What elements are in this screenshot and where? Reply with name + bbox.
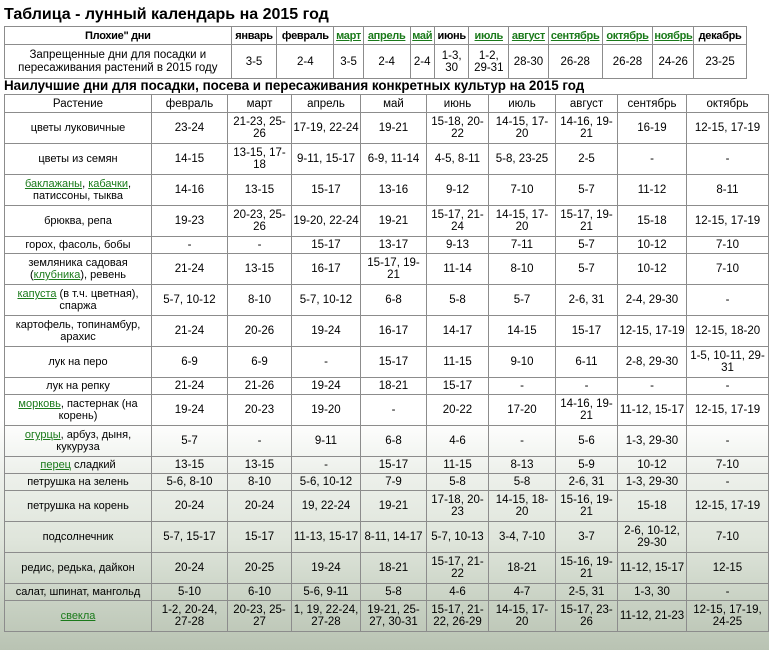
table-cell: - — [618, 144, 687, 175]
table-cell: 13-15 — [152, 457, 228, 474]
table-cell: 14-15 — [152, 144, 228, 175]
crop-name — [5, 395, 152, 426]
table-cell: 15-17 — [228, 522, 292, 553]
table-cell: 19-24 — [152, 395, 228, 426]
table-cell: 5-6, 10-12 — [292, 474, 361, 491]
table-cell: - — [489, 426, 556, 457]
table-cell: - — [687, 144, 769, 175]
table-cell: 12-15, 17-19 — [687, 206, 769, 237]
table-cell: 12-15, 17-19 — [687, 113, 769, 144]
column-header: Растение — [5, 95, 152, 113]
table-cell: - — [152, 237, 228, 254]
table-cell: 2-4, 29-30 — [618, 285, 687, 316]
table-cell: 14-15, 17-20 — [489, 113, 556, 144]
table-row — [5, 206, 769, 237]
table-cell: 7-10 — [687, 522, 769, 553]
crop-name — [5, 601, 152, 632]
table-cell: 5-7 — [556, 237, 618, 254]
table-cell: 5-7, 10-12 — [292, 285, 361, 316]
table-cell: - — [292, 347, 361, 378]
table-cell: 20-26 — [228, 316, 292, 347]
table-cell: - — [687, 584, 769, 601]
column-header: февраль — [152, 95, 228, 113]
month-label: февраль — [281, 29, 329, 42]
table-cell: 1, 19, 22-24, 27-28 — [292, 601, 361, 632]
table-cell: 20-23 — [228, 395, 292, 426]
table-cell: 12-15 — [687, 553, 769, 584]
table-cell: - — [228, 237, 292, 254]
table-cell: 12-15, 17-19, 24-25 — [687, 601, 769, 632]
table-cell: 1-3, 29-30 — [618, 474, 687, 491]
table-cell: 13-15, 17-18 — [228, 144, 292, 175]
table-cell: 6-8 — [361, 285, 427, 316]
month-link[interactable]: август — [511, 29, 545, 42]
table-cell: 19-21 — [361, 206, 427, 237]
table-cell: 10-12 — [618, 457, 687, 474]
crop-text: подсолнечник — [42, 531, 114, 543]
bad-days-month-header — [434, 27, 469, 45]
crop-text: ), ревень — [80, 269, 126, 281]
crop-text: лук на репку — [46, 380, 110, 392]
table-cell: 16-17 — [292, 254, 361, 285]
bad-days-value: 1-2, 29-31 — [469, 45, 509, 79]
bad-days-month-header[interactable] — [509, 27, 549, 45]
table-cell: - — [687, 474, 769, 491]
bad-days-value: 24-26 — [653, 45, 694, 79]
crop-name — [5, 426, 152, 457]
table-row — [5, 144, 769, 175]
table-cell: 15-16, 19-21 — [556, 553, 618, 584]
table-row — [5, 285, 769, 316]
table-cell: 15-17 — [556, 316, 618, 347]
table-cell: - — [489, 378, 556, 395]
table-row — [5, 113, 769, 144]
table-row — [5, 378, 769, 395]
month-label: июнь — [437, 29, 466, 42]
table-cell: 13-16 — [361, 175, 427, 206]
table-cell: 15-18 — [618, 206, 687, 237]
table-cell: 15-16, 19-21 — [556, 491, 618, 522]
table-cell: 21-26 — [228, 378, 292, 395]
table-cell: 5-8, 23-25 — [489, 144, 556, 175]
table-cell: 3-4, 7-10 — [489, 522, 556, 553]
table-cell: 1-3, 29-30 — [618, 426, 687, 457]
table-cell: 5-6, 9-11 — [292, 584, 361, 601]
table-cell: 12-15, 18-20 — [687, 316, 769, 347]
table-cell: 11-15 — [427, 347, 489, 378]
best-days-heading: Наилучшие дни для посадки, посева и пересаживания конкретных культур на 2015 год — [4, 78, 585, 93]
table-cell: 2-6, 31 — [556, 474, 618, 491]
bad-days-month-header — [694, 27, 747, 45]
crop-name — [5, 584, 152, 601]
crop-text: картофель, топинамбур, арахис — [15, 319, 141, 343]
table-cell: 7-9 — [361, 474, 427, 491]
crop-name — [5, 491, 152, 522]
table-cell: 5-6 — [556, 426, 618, 457]
table-cell: 14-17 — [427, 316, 489, 347]
crop-link[interactable]: баклажаны — [24, 178, 83, 190]
bad-days-month-header[interactable] — [602, 27, 653, 45]
table-cell: 13-15 — [228, 457, 292, 474]
bad-days-value: 2-4 — [363, 45, 410, 79]
table-cell: 8-13 — [489, 457, 556, 474]
table-cell: 14-15 — [489, 316, 556, 347]
table-cell: 12-15, 17-19 — [687, 491, 769, 522]
table-cell: 14-15, 17-20 — [489, 206, 556, 237]
table-cell: 8-10 — [489, 254, 556, 285]
table-cell: 10-12 — [618, 254, 687, 285]
column-header: сентябрь — [618, 95, 687, 113]
table-cell: 15-17, 19-21 — [361, 254, 427, 285]
table-cell: 19-24 — [292, 378, 361, 395]
bad-days-month-header — [231, 27, 277, 45]
month-link[interactable]: сентябрь — [550, 29, 600, 42]
table-cell: 5-8 — [427, 474, 489, 491]
table-cell: 8-11 — [687, 175, 769, 206]
table-cell: 4-6 — [427, 584, 489, 601]
month-link[interactable]: март — [336, 29, 361, 42]
table-cell: 2-6, 31 — [556, 285, 618, 316]
crop-name — [5, 175, 152, 206]
table-cell: 5-9 — [556, 457, 618, 474]
table-cell: 14-15, 17-20 — [489, 601, 556, 632]
table-cell: 12-15, 17-19 — [618, 316, 687, 347]
table-row — [5, 347, 769, 378]
crop-name — [5, 206, 152, 237]
bad-days-row-label: Запрещенные дни для посадки и пересаживания растений в 2015 году — [5, 45, 232, 79]
table-cell: 15-17 — [361, 347, 427, 378]
bad-days-month-header — [277, 27, 334, 45]
table-cell: 5-7 — [556, 254, 618, 285]
table-cell: 9-11 — [292, 426, 361, 457]
table-cell: 21-24 — [152, 316, 228, 347]
table-cell: 9-10 — [489, 347, 556, 378]
month-link[interactable]: апрель — [367, 29, 406, 42]
table-cell: - — [687, 426, 769, 457]
month-link[interactable]: май — [412, 29, 433, 42]
crop-text: петрушка на зелень — [27, 476, 129, 488]
table-row — [5, 426, 769, 457]
table-cell: 15-17, 23-26 — [556, 601, 618, 632]
table-row — [5, 474, 769, 491]
table-cell: 5-7 — [556, 175, 618, 206]
table-cell: 18-21 — [489, 553, 556, 584]
bad-days-month-header[interactable] — [363, 27, 410, 45]
table-cell: - — [618, 378, 687, 395]
table-cell: 10-12 — [618, 237, 687, 254]
table-cell: 5-10 — [152, 584, 228, 601]
table-cell: - — [361, 395, 427, 426]
table-cell: 11-12 — [618, 175, 687, 206]
table-cell: 4-5, 8-11 — [427, 144, 489, 175]
table-cell: 21-23, 25-26 — [228, 113, 292, 144]
table-cell: 20-22 — [427, 395, 489, 426]
table-cell: - — [687, 285, 769, 316]
bad-days-value: 2-4 — [277, 45, 334, 79]
table-cell: 2-6, 10-12, 29-30 — [618, 522, 687, 553]
crop-text: лук на перо — [48, 356, 108, 368]
table-cell: 14-16, 19-21 — [556, 113, 618, 144]
crop-text: цветы луковичные — [30, 122, 126, 134]
table-cell: 7-10 — [687, 457, 769, 474]
table-cell: 16-17 — [361, 316, 427, 347]
crop-link[interactable]: огурцы — [24, 429, 61, 441]
crop-link[interactable]: свекла — [60, 610, 96, 622]
table-cell: 20-23, 25-26 — [228, 206, 292, 237]
crop-text: (в т.ч. цветная), спаржа — [56, 288, 139, 312]
table-cell: 15-18, 20-22 — [427, 113, 489, 144]
crop-text: , — [82, 178, 89, 190]
crop-name — [5, 144, 152, 175]
crop-name — [5, 553, 152, 584]
table-cell: 20-24 — [152, 491, 228, 522]
table-cell: 17-20 — [489, 395, 556, 426]
crop-text: горох, фасоль, бобы — [25, 239, 131, 251]
table-cell: 13-15 — [228, 175, 292, 206]
table-row — [5, 457, 769, 474]
table-cell: 19-20, 22-24 — [292, 206, 361, 237]
table-cell: 7-10 — [489, 175, 556, 206]
table-cell: 19-21 — [361, 113, 427, 144]
table-cell: 14-15, 18-20 — [489, 491, 556, 522]
column-header: август — [556, 95, 618, 113]
table-cell: 15-17, 21-22 — [427, 553, 489, 584]
table-cell: 6-11 — [556, 347, 618, 378]
table-cell: 13-17 — [361, 237, 427, 254]
table-cell: 8-11, 14-17 — [361, 522, 427, 553]
table-cell: 6-10 — [228, 584, 292, 601]
table-cell: 5-8 — [427, 285, 489, 316]
table-cell: 8-10 — [228, 474, 292, 491]
table-cell: 15-17, 19-21 — [556, 206, 618, 237]
table-cell: 2-5 — [556, 144, 618, 175]
page-title: Таблица - лунный календарь на 2015 год — [4, 6, 329, 23]
table-cell: 6-9, 11-14 — [361, 144, 427, 175]
table-cell: 9-13 — [427, 237, 489, 254]
table-cell: 3-7 — [556, 522, 618, 553]
table-cell: 19-24 — [292, 553, 361, 584]
table-cell: 11-12, 15-17 — [618, 395, 687, 426]
table-cell: 14-16, 19-21 — [556, 395, 618, 426]
crop-name — [5, 347, 152, 378]
table-cell: 23-24 — [152, 113, 228, 144]
table-cell: 19, 22-24 — [292, 491, 361, 522]
crop-name — [5, 522, 152, 553]
table-cell: 20-24 — [152, 553, 228, 584]
table-cell: 19-20 — [292, 395, 361, 426]
table-cell: 11-14 — [427, 254, 489, 285]
table-cell: - — [228, 426, 292, 457]
table-cell: 4-6 — [427, 426, 489, 457]
crop-text: цветы из семян — [38, 153, 118, 165]
bad-days-value: 26-28 — [548, 45, 602, 79]
crop-link[interactable]: перец — [40, 459, 71, 471]
table-cell: 15-17 — [361, 457, 427, 474]
table-cell: 6-8 — [361, 426, 427, 457]
crop-text: , патиссоны, тыква — [33, 178, 132, 202]
best-days-table — [4, 94, 769, 632]
month-link[interactable]: октябрь — [606, 29, 649, 42]
table-cell: 5-8 — [361, 584, 427, 601]
bad-days-value: 3-5 — [334, 45, 363, 79]
table-cell: 9-11, 15-17 — [292, 144, 361, 175]
table-cell: - — [556, 378, 618, 395]
table-cell: 5-8 — [489, 474, 556, 491]
bad-days-value: 28-30 — [509, 45, 549, 79]
table-cell: 7-10 — [687, 237, 769, 254]
table-cell: 15-18 — [618, 491, 687, 522]
table-cell: 17-19, 22-24 — [292, 113, 361, 144]
table-cell: 12-15, 17-19 — [687, 395, 769, 426]
bad-days-value: 3-5 — [231, 45, 277, 79]
table-row — [5, 175, 769, 206]
table-cell: 19-24 — [292, 316, 361, 347]
crop-name — [5, 237, 152, 254]
table-cell: 21-24 — [152, 378, 228, 395]
month-link[interactable]: ноябрь — [654, 29, 693, 42]
crop-text: брюква, репа — [44, 215, 112, 227]
crop-link[interactable]: кабачки — [88, 178, 128, 190]
bad-days-value: 1-3, 30 — [434, 45, 469, 79]
crop-name — [5, 285, 152, 316]
column-header: апрель — [292, 95, 361, 113]
table-cell: 5-6, 8-10 — [152, 474, 228, 491]
table-row — [5, 601, 769, 632]
table-cell: 6-9 — [152, 347, 228, 378]
table-cell: 16-19 — [618, 113, 687, 144]
crop-text: редис, редька, дайкон — [21, 562, 135, 574]
table-cell: 5-7, 15-17 — [152, 522, 228, 553]
table-cell: 5-7 — [489, 285, 556, 316]
table-cell: 9-12 — [427, 175, 489, 206]
table-row — [5, 316, 769, 347]
table-cell: 20-25 — [228, 553, 292, 584]
crop-text: земляника садовая ( — [28, 257, 128, 281]
bad-days-month-header[interactable] — [548, 27, 602, 45]
bad-days-month-header[interactable] — [334, 27, 363, 45]
table-cell: 20-23, 25-27 — [228, 601, 292, 632]
crop-name — [5, 254, 152, 285]
table-row — [5, 553, 769, 584]
bad-days-value: 2-4 — [410, 45, 434, 79]
table-cell: 19-21 — [361, 491, 427, 522]
crop-name — [5, 474, 152, 491]
table-cell: 15-17, 21-22, 26-29 — [427, 601, 489, 632]
column-header: октябрь — [687, 95, 769, 113]
table-cell: 1-5, 10-11, 29-31 — [687, 347, 769, 378]
crop-name — [5, 378, 152, 395]
table-cell: 1-2, 20-24, 27-28 — [152, 601, 228, 632]
table-cell: 19-23 — [152, 206, 228, 237]
table-cell: 19-21, 25-27, 30-31 — [361, 601, 427, 632]
table-cell: 13-15 — [228, 254, 292, 285]
table-row — [5, 395, 769, 426]
table-cell: 5-7 — [152, 426, 228, 457]
table-cell: 5-7, 10-12 — [152, 285, 228, 316]
column-header: июль — [489, 95, 556, 113]
crop-text: , пастернак (на корень) — [58, 398, 138, 422]
crop-text: салат, шпинат, мангольд — [15, 586, 141, 598]
table-cell: - — [687, 378, 769, 395]
crop-name — [5, 316, 152, 347]
column-header: март — [228, 95, 292, 113]
bad-days-header-label: Плохие" дни — [5, 27, 232, 45]
table-cell: 4-7 — [489, 584, 556, 601]
crop-link[interactable]: капуста — [17, 288, 57, 300]
crop-link[interactable]: клубника — [33, 269, 81, 281]
crop-text: , арбуз, дыня, кукуруза — [56, 429, 132, 453]
table-cell: 20-24 — [228, 491, 292, 522]
table-cell: 21-24 — [152, 254, 228, 285]
table-cell: 18-21 — [361, 378, 427, 395]
crop-link[interactable]: морковь — [18, 398, 61, 410]
table-cell: 15-17 — [292, 175, 361, 206]
table-cell: 15-17 — [292, 237, 361, 254]
month-link[interactable]: июль — [474, 29, 503, 42]
table-cell: 7-11 — [489, 237, 556, 254]
table-cell: 18-21 — [361, 553, 427, 584]
table-cell: 11-15 — [427, 457, 489, 474]
table-row — [5, 491, 769, 522]
crop-name — [5, 457, 152, 474]
table-cell: 5-7, 10-13 — [427, 522, 489, 553]
column-header: май — [361, 95, 427, 113]
bad-days-month-header[interactable] — [410, 27, 434, 45]
table-row — [5, 522, 769, 553]
table-cell: 8-10 — [228, 285, 292, 316]
table-cell: 11-12, 15-17 — [618, 553, 687, 584]
table-cell: 2-5, 31 — [556, 584, 618, 601]
bad-days-value: 26-28 — [602, 45, 653, 79]
table-cell: 11-12, 21-23 — [618, 601, 687, 632]
crop-name — [5, 113, 152, 144]
table-cell: 1-3, 30 — [618, 584, 687, 601]
table-cell: 14-16 — [152, 175, 228, 206]
column-header: июнь — [427, 95, 489, 113]
bad-days-month-header[interactable] — [653, 27, 694, 45]
month-label: декабрь — [698, 29, 742, 42]
table-cell: 6-9 — [228, 347, 292, 378]
table-cell: 7-10 — [687, 254, 769, 285]
table-row — [5, 584, 769, 601]
table-row — [5, 237, 769, 254]
bad-days-table — [4, 26, 747, 79]
crop-text: сладкий — [71, 459, 116, 471]
month-label: январь — [235, 29, 273, 42]
bad-days-value: 23-25 — [694, 45, 747, 79]
table-cell: 11-13, 15-17 — [292, 522, 361, 553]
crop-text: петрушка на корень — [27, 500, 129, 512]
bad-days-month-header[interactable] — [469, 27, 509, 45]
table-cell: 15-17 — [427, 378, 489, 395]
table-cell: 15-17, 21-24 — [427, 206, 489, 237]
table-row — [5, 254, 769, 285]
table-cell: 2-8, 29-30 — [618, 347, 687, 378]
table-cell: - — [292, 457, 361, 474]
table-cell: 17-18, 20-23 — [427, 491, 489, 522]
